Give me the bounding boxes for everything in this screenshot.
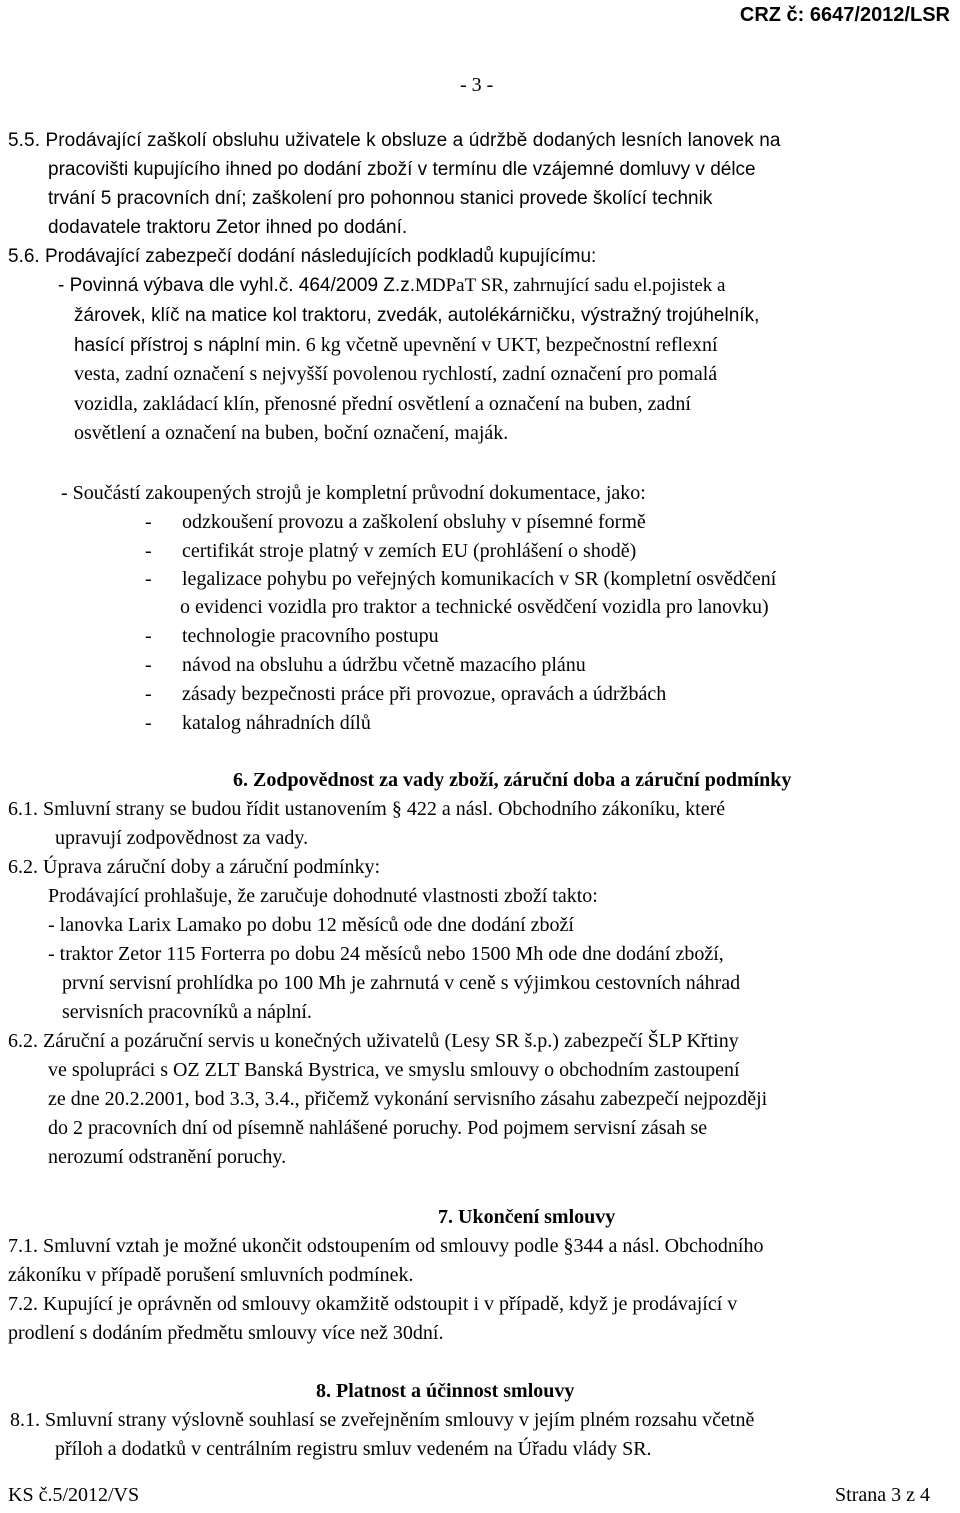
docs-dash-5: -: [145, 654, 152, 676]
s56-line-3b: 6 kg včetně upevnění v UKT, bezpečnostní reflexní: [305, 334, 718, 356]
docs-dash-3: -: [145, 568, 152, 590]
s55-line-1: 5.5. Prodávající zaškolí obsluhu uživatele k obsluze a údržbě dodaných lesních lanovek na: [8, 130, 781, 151]
s56-line-4: vesta, zadní označení s nejvyšší povolenou rychlostí, zadní označení pro pomalá: [74, 363, 718, 385]
docs-item-3: legalizace pohybu po veřejných komunikacích v SR (kompletní osvědčení: [182, 568, 777, 590]
s7-title: 7. Ukončení smlouvy: [438, 1206, 616, 1228]
s56-line-3a: hasící přístroj s náplní min.: [74, 335, 302, 356]
s6-1-line-2: upravují zodpovědnost za vady.: [55, 827, 309, 849]
docs-intro: - Součástí zakoupených strojů je kompletní průvodní dokumentace, jako:: [61, 482, 646, 504]
s55-line-2: pracovišti kupujícího ihned po dodání zboží v termínu dle vzájemné domluvy v délce: [48, 159, 756, 180]
s6-title: 6. Zodpovědnost za vady zboží, záruční doba a záruční podmínky: [233, 769, 792, 791]
s56-line-1a: - Povinná výbava dle vyhl.č. 464/2009 Z.z.: [58, 275, 415, 296]
page-number: - 3 -: [460, 74, 494, 96]
s56-line-5: vozidla, zakládací klín, přenosné přední osvětlení a označení na buben, zadní: [74, 393, 691, 415]
docs-item-2: certifikát stroje platný v zemích EU (prohlášení o shodě): [182, 540, 637, 562]
s6-2-line-4: první servisní prohlídka po 100 Mh je zahrnutá v ceně s výjimkou cestovních náhrad: [62, 972, 741, 994]
s55-line-3: trvání 5 pracovních dní; zaškolení pro pohonnou stanici provede školící technik: [48, 188, 713, 209]
s6-2-heading: 6.2. Úprava záruční doby a záruční podmínky:: [8, 856, 381, 878]
s6-2b-line-3: ze dne 20.2.2001, bod 3.3, 3.4., přičemž vykonání servisního zásahu zabezpečí nejpozději: [48, 1088, 768, 1110]
docs-item-6: zásady bezpečnosti práce při provozue, opravách a údržbách: [182, 683, 667, 705]
s6-2b-line-2: ve spolupráci s OZ ZLT Banská Bystrica, ve smyslu smlouvy o obchodním zastoupení: [48, 1059, 740, 1081]
s6-2b-line-5: nerozumí odstranění poruchy.: [48, 1146, 287, 1168]
s56-line-2: žárovek, klíč na matice kol traktoru, zvedák, autolékárničku, výstražný trojúhelník,: [74, 305, 760, 326]
docs-item-5: návod na obsluhu a údržbu včetně mazacího plánu: [182, 654, 586, 676]
docs-item-3-cont: o evidenci vozidla pro traktor a technické osvědčení vozidla pro lanovku): [180, 596, 769, 618]
s56-heading: 5.6. Prodávající zabezpečí dodání následujících podkladů kupujícímu:: [8, 246, 597, 267]
docs-dash-2: -: [145, 540, 152, 562]
s56-line-1: [58, 275, 725, 297]
s7-line-4: prodlení s dodáním předmětu smlouvy více než 30dní.: [8, 1322, 444, 1344]
s55-line-4: dodavatele traktoru Zetor ihned po dodání.: [48, 217, 408, 238]
s7-line-2: zákoníku v případě porušení smluvních podmínek.: [8, 1264, 414, 1286]
docs-item-1: odzkoušení provozu a zaškolení obsluhy v písemné formě: [182, 511, 646, 533]
s6-2b-line-4: do 2 pracovních dní od písemně nahlášené poruchy. Pod pojmem servisní zásah se: [48, 1117, 708, 1139]
s6-1-line-1: 6.1. Smluvní strany se budou řídit ustanovením § 422 a násl. Obchodního zákoníku, které: [8, 798, 726, 820]
footer-left: KS č.5/2012/VS: [8, 1484, 140, 1506]
docs-dash-4: -: [145, 625, 152, 647]
docs-dash-6: -: [145, 683, 152, 705]
s8-title: 8. Platnost a účinnost smlouvy: [316, 1380, 575, 1402]
s8-line-2: příloh a dodatků v centrálním registru smluv vedeném na Úřadu vlády SR.: [55, 1438, 652, 1460]
crz-number: CRZ č: 6647/2012/LSR: [739, 4, 950, 26]
s7-line-1: 7.1. Smluvní vztah je možné ukončit odstoupením od smlouvy podle §344 a násl. Obchodního: [8, 1235, 764, 1257]
s7-line-3: 7.2. Kupující je oprávněn od smlouvy okamžitě odstoupit i v případě, když je prodávající v: [8, 1293, 738, 1315]
s6-2-line-1: Prodávající prohlašuje, že zaručuje dohodnuté vlastnosti zboží takto:: [48, 885, 598, 907]
s56-line-3: [74, 334, 718, 357]
s56-line-1b: MDPaT SR, zahrnující sadu el.pojistek a: [414, 275, 726, 296]
docs-item-7: katalog náhradních dílů: [182, 712, 371, 734]
docs-dash-1: -: [145, 511, 152, 533]
s56-line-6: osvětlení a označení na buben, boční označení, maják.: [74, 422, 509, 444]
s8-line-1: 8.1. Smluvní strany výslovně souhlasí se zveřejněním smlouvy v jejím plném rozsahu včetně: [10, 1409, 755, 1431]
s6-2b-line-1: 6.2. Záruční a pozáruční servis u konečných uživatelů (Lesy SR š.p.) zabezpečí ŠLP Křtiny: [8, 1030, 739, 1052]
s6-2-line-5: servisních pracovníků a náplní.: [62, 1001, 312, 1023]
docs-dash-7: -: [145, 712, 152, 734]
footer-right: Strana 3 z 4: [835, 1484, 930, 1506]
docs-item-4: technologie pracovního postupu: [182, 625, 439, 647]
s6-2-line-3: - traktor Zetor 115 Forterra po dobu 24 měsíců nebo 1500 Mh ode dne dodání zboží,: [48, 943, 724, 965]
s6-2-line-2: - lanovka Larix Lamako po dobu 12 měsíců ode dne dodání zboží: [48, 914, 574, 936]
